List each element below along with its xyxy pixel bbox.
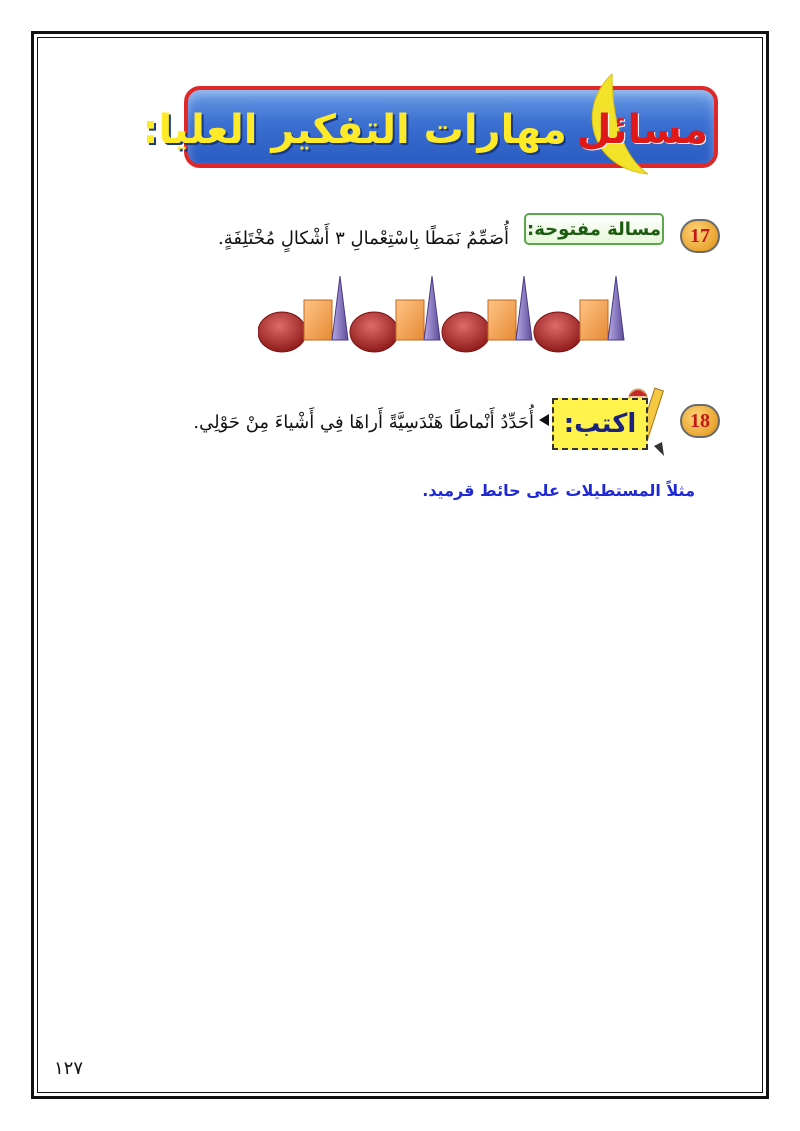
pattern-triangle-3 — [332, 276, 348, 340]
page-title — [143, 100, 709, 160]
pattern-ellipse-4 — [350, 312, 398, 352]
pattern-square-8 — [488, 300, 516, 340]
pattern-square-2 — [304, 300, 332, 340]
title-accent: مسائل — [576, 107, 708, 153]
pattern-square-11 — [580, 300, 608, 340]
question-number-badge: 18 — [680, 404, 720, 438]
pattern-ellipse-10 — [534, 312, 582, 352]
pattern-ellipse-7 — [442, 312, 490, 352]
pattern-triangle-12 — [608, 276, 624, 340]
open-question-label: مسالة مفتوحة: — [524, 213, 664, 245]
arrow-icon — [539, 414, 549, 426]
page-border-inner — [37, 37, 763, 1093]
question-17-text: أُصَمِّمُ نَمَطًا بِاسْتِعْمالِ ٣ أَشْكالٍ مُخْتَلِفَةٍ. — [217, 228, 509, 249]
page-number: ١٢٧ — [54, 1058, 84, 1079]
shape-pattern — [258, 272, 630, 360]
answer-text: مثلاً المستطيلات على حائط قرميد. — [422, 481, 695, 500]
pattern-ellipse-1 — [258, 312, 306, 352]
question-number-badge: 17 — [680, 219, 720, 253]
title-main: مهارات التفكير العليا: — [142, 107, 567, 153]
pattern-triangle-6 — [424, 276, 440, 340]
write-label: اكتب: — [552, 398, 648, 450]
question-18-text: أُحَدِّدُ أَنْماطًا هَنْدَسِيَّةً أَراهَا فِي أَشْياءَ مِنْ حَوْلِي. — [193, 412, 534, 433]
pattern-triangle-9 — [516, 276, 532, 340]
pattern-square-5 — [396, 300, 424, 340]
